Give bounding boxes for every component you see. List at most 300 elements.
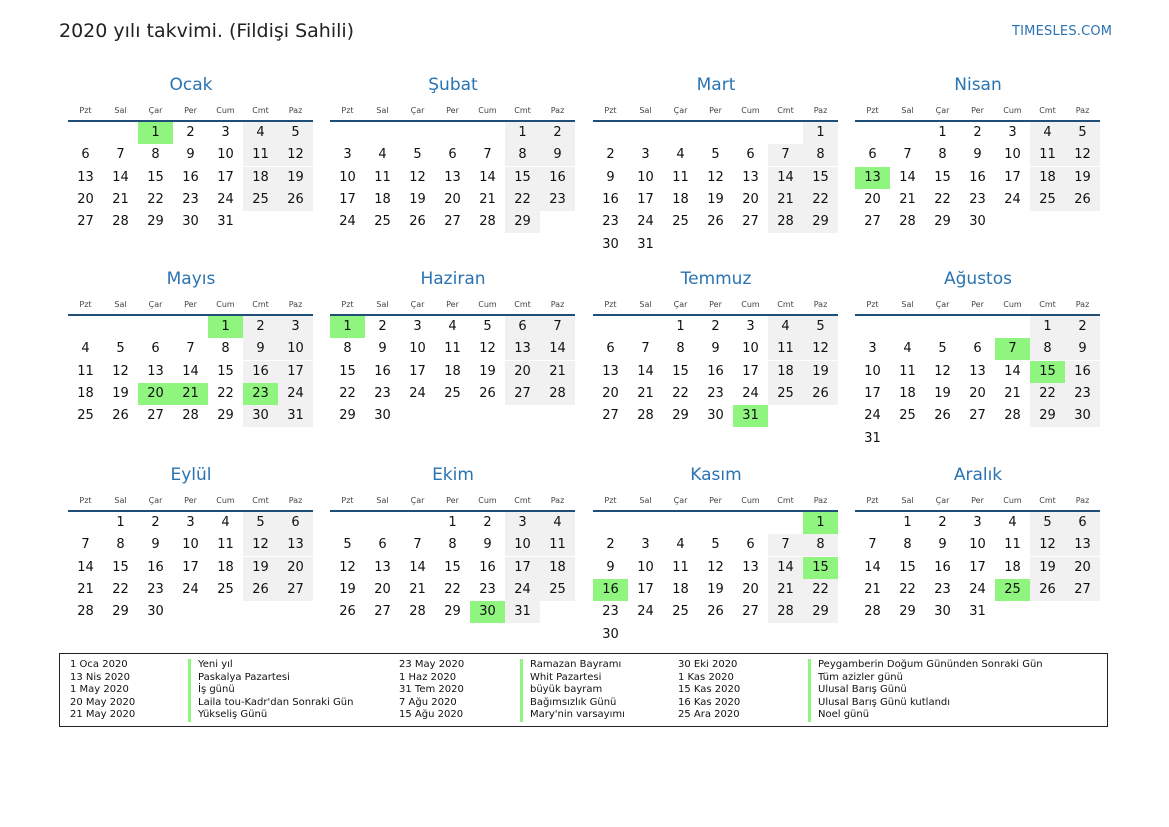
day-cell: 3 (973, 515, 982, 530)
day-cell: 16 (147, 559, 164, 575)
day-cell: 5 (413, 147, 422, 163)
holiday-date: 21 May 2020 (70, 709, 136, 721)
day-cell: 1 (903, 515, 912, 530)
day-cell: 30 (969, 214, 986, 230)
day-cell: 14 (1004, 363, 1021, 379)
weekday-label: Cmt (777, 300, 794, 309)
day-cell: 29 (672, 408, 689, 424)
day-cell: 18 (540, 557, 575, 579)
day-cell: 22 (217, 385, 234, 401)
month-name: Eylül (170, 465, 212, 485)
day-cell: 21 (112, 191, 129, 207)
weekday-label: Pzt (79, 106, 92, 115)
day-cell: 5 (1065, 122, 1100, 144)
weekday-label: Per (971, 496, 984, 505)
weekday-label: Sal (114, 300, 127, 309)
weekday-label: Per (446, 300, 459, 309)
weekday-label: Cum (216, 496, 235, 505)
day-cell: 18 (77, 385, 94, 401)
day-cell: 12 (1065, 144, 1100, 166)
weekday-label: Per (184, 300, 197, 309)
holiday-name: Ulusal Barış Günü (808, 684, 907, 697)
day-cell: 6 (868, 147, 877, 163)
holiday-name: Bağımsızlık Günü (520, 697, 616, 710)
month-name: Mayıs (166, 269, 216, 289)
holiday-name: Yükseliş Günü (188, 709, 267, 722)
weekday-label: Cum (1003, 300, 1022, 309)
day-cell: 18 (672, 581, 689, 597)
day-cell: 7 (116, 147, 125, 163)
day-cell: 22 (803, 579, 838, 601)
day-cell: 22 (803, 189, 838, 211)
day-cell: 10 (339, 169, 356, 185)
month-1 (68, 72, 314, 262)
day-cell: 12 (409, 169, 426, 185)
weekday-label: Cum (478, 496, 497, 505)
holiday-name: Laila tou-Kadr'dan Sonraki Gün (188, 697, 353, 710)
day-cell: 17 (217, 169, 234, 185)
day-cell: 31 (217, 214, 234, 230)
weekday-label: Cmt (514, 106, 531, 115)
day-cell: 8 (116, 537, 125, 553)
day-cell: 31 (637, 236, 654, 252)
weekday-label: Çar (410, 300, 425, 309)
day-cell: 19 (339, 581, 356, 597)
day-cell: 13 (742, 559, 759, 575)
day-cell: 9 (243, 338, 278, 360)
day-cell: 22 (147, 191, 164, 207)
day-cell: 27 (864, 214, 881, 230)
day-cell: 11 (217, 537, 234, 553)
holiday-name: Paskalya Pazartesi (188, 672, 290, 685)
day-cell: 18 (899, 385, 916, 401)
day-cell: 25 (243, 189, 278, 211)
holiday-date: 1 Oca 2020 (70, 659, 128, 670)
weekday-label: Sal (639, 106, 652, 115)
weekday-label: Paz (288, 300, 303, 309)
weekday-label: Cum (1003, 106, 1022, 115)
day-cell: 13 (1065, 534, 1100, 556)
day-cell: 2 (938, 515, 947, 530)
page-title: 2020 yılı takvimi. (Fildişi Sahili) (59, 20, 355, 42)
day-cell: 26 (1030, 579, 1065, 601)
day-cell: 1 (803, 122, 838, 144)
day-cell: 20 (742, 581, 759, 597)
day-cell: 7 (903, 147, 912, 163)
day-cell: 11 (768, 338, 803, 360)
weekday-label: Cmt (777, 106, 794, 115)
day-cell: 26 (803, 383, 838, 405)
weekday-label: Paz (550, 106, 565, 115)
day-cell: 29 (934, 214, 951, 230)
day-cell: 4 (81, 341, 90, 357)
month-6 (330, 266, 576, 456)
month-10 (330, 462, 576, 652)
month-9 (68, 462, 314, 652)
day-cell: 10 (637, 169, 654, 185)
day-cell: 3 (413, 319, 422, 334)
month-name: Mart (696, 75, 736, 95)
day-cell: 24 (278, 383, 313, 405)
day-cell: 22 (672, 385, 689, 401)
holiday-date: 15 Ağu 2020 (399, 709, 464, 721)
day-cell: 11 (899, 363, 916, 379)
day-cell: 15 (112, 559, 129, 575)
weekday-label: Cum (741, 300, 760, 309)
day-cell: 13 (147, 363, 164, 379)
weekday-label: Çar (148, 300, 163, 309)
day-cell: 1 (448, 515, 457, 530)
day-cell: 28 (182, 408, 199, 424)
weekday-label: Cum (1003, 496, 1022, 505)
day-cell: 24 (1004, 191, 1021, 207)
day-cell: 21 (1004, 385, 1021, 401)
weekday-label: Per (971, 300, 984, 309)
day-cell: 6 (606, 341, 615, 357)
day-cell: 9 (186, 147, 195, 163)
day-cell: 17 (637, 581, 654, 597)
day-cell: 8 (938, 147, 947, 163)
day-cell: 18 (444, 363, 461, 379)
day-cell: 2 (378, 319, 387, 334)
day-cell: 26 (1065, 189, 1100, 211)
day-cell: 10 (217, 147, 234, 163)
month-divider (593, 120, 838, 122)
day-cell: 26 (409, 214, 426, 230)
day-cell: 29 (147, 214, 164, 230)
day-cell: 20 (742, 191, 759, 207)
holiday-day-cell: 15 (1030, 361, 1065, 383)
site-link[interactable]: TIMESLES.COM (1012, 24, 1113, 39)
weekday-label: Sal (901, 496, 914, 505)
day-cell: 8 (903, 537, 912, 553)
day-cell: 27 (505, 383, 540, 405)
day-cell: 27 (77, 214, 94, 230)
month-name: Kasım (690, 465, 742, 485)
day-cell: 19 (707, 581, 724, 597)
day-cell: 2 (711, 319, 720, 334)
weekday-label: Pzt (341, 106, 354, 115)
day-cell: 28 (768, 211, 803, 233)
day-cell: 16 (540, 167, 575, 189)
day-cell: 14 (864, 559, 881, 575)
weekday-label: Cmt (514, 496, 531, 505)
day-cell: 4 (1030, 122, 1065, 144)
day-cell: 30 (707, 408, 724, 424)
day-cell: 10 (278, 338, 313, 360)
day-cell: 21 (479, 191, 496, 207)
day-cell: 23 (969, 191, 986, 207)
day-cell: 28 (112, 214, 129, 230)
day-cell: 5 (711, 537, 720, 553)
day-cell: 14 (479, 169, 496, 185)
day-cell: 4 (903, 341, 912, 357)
day-cell: 11 (77, 363, 94, 379)
day-cell: 23 (540, 189, 575, 211)
weekday-label: Cmt (777, 496, 794, 505)
day-cell: 6 (81, 147, 90, 163)
holiday-date: 30 Eki 2020 (678, 659, 738, 670)
day-cell: 10 (864, 363, 881, 379)
day-cell: 20 (444, 191, 461, 207)
day-cell: 7 (81, 537, 90, 553)
weekday-label: Çar (410, 496, 425, 505)
day-cell: 13 (602, 363, 619, 379)
day-cell: 11 (444, 341, 461, 357)
weekday-label: Pzt (866, 496, 879, 505)
weekday-label: Sal (901, 300, 914, 309)
holiday-date: 1 Kas 2020 (678, 671, 734, 683)
day-cell: 7 (641, 341, 650, 357)
day-cell: 29 (112, 604, 129, 620)
weekday-label: Per (971, 106, 984, 115)
holiday-day-cell: 15 (803, 557, 838, 579)
holiday-date: 1 Haz 2020 (399, 671, 457, 683)
month-8 (855, 266, 1101, 456)
day-cell: 20 (602, 385, 619, 401)
month-12 (855, 462, 1101, 652)
day-cell: 30 (602, 626, 619, 642)
day-cell: 14 (540, 338, 575, 360)
day-cell: 27 (742, 214, 759, 230)
day-cell: 18 (768, 361, 803, 383)
day-cell: 3 (641, 537, 650, 553)
day-cell: 29 (217, 408, 234, 424)
holiday-name: Tüm azizler günü (808, 672, 903, 685)
holiday-day-cell: 20 (138, 383, 173, 405)
holiday-name: büyük bayram (520, 684, 602, 697)
day-cell: 5 (343, 537, 352, 553)
day-cell: 19 (278, 167, 313, 189)
day-cell: 6 (448, 147, 457, 163)
day-cell: 12 (278, 144, 313, 166)
day-cell: 20 (505, 361, 540, 383)
day-cell: 24 (864, 408, 881, 424)
day-cell: 17 (505, 557, 540, 579)
day-cell: 24 (505, 579, 540, 601)
day-cell: 4 (676, 537, 685, 553)
month-5 (68, 266, 314, 456)
day-cell: 16 (479, 559, 496, 575)
day-cell: 2 (606, 537, 615, 553)
day-cell: 4 (676, 147, 685, 163)
month-name: Nisan (954, 75, 1002, 95)
day-cell: 8 (1030, 338, 1065, 360)
day-cell: 26 (707, 604, 724, 620)
day-cell: 20 (1065, 557, 1100, 579)
holiday-name: Yeni yıl (188, 659, 233, 672)
day-cell: 7 (483, 147, 492, 163)
weekday-label: Cum (741, 106, 760, 115)
day-cell: 18 (1030, 167, 1065, 189)
day-cell: 16 (182, 169, 199, 185)
day-cell: 25 (217, 581, 234, 597)
day-cell: 10 (182, 537, 199, 553)
day-cell: 28 (77, 604, 94, 620)
day-cell: 6 (746, 537, 755, 553)
holiday-name: Ramazan Bayramı (520, 659, 621, 672)
day-cell: 19 (409, 191, 426, 207)
day-cell: 29 (444, 604, 461, 620)
day-cell: 2 (186, 125, 195, 140)
day-cell: 25 (540, 579, 575, 601)
day-cell: 19 (479, 363, 496, 379)
day-cell: 3 (868, 341, 877, 357)
day-cell: 11 (243, 144, 278, 166)
day-cell: 27 (742, 604, 759, 620)
weekday-label: Paz (1075, 496, 1090, 505)
day-cell: 10 (409, 341, 426, 357)
day-cell: 27 (147, 408, 164, 424)
day-cell: 3 (505, 512, 540, 534)
day-cell: 14 (768, 167, 803, 189)
day-cell: 7 (768, 144, 803, 166)
weekday-label: Pzt (604, 106, 617, 115)
weekday-label: Pzt (341, 300, 354, 309)
holiday-name: Mary'nin varsayımı (520, 709, 625, 722)
holiday-day-cell: 7 (995, 338, 1030, 360)
day-cell: 4 (221, 515, 230, 530)
weekday-label: Per (709, 106, 722, 115)
holiday-date: 23 May 2020 (399, 659, 465, 670)
day-cell: 16 (934, 559, 951, 575)
day-cell: 4 (243, 122, 278, 144)
weekday-label: Pzt (866, 300, 879, 309)
day-cell: 6 (746, 147, 755, 163)
day-cell: 25 (899, 408, 916, 424)
day-cell: 8 (803, 144, 838, 166)
weekday-label: Çar (148, 106, 163, 115)
day-cell: 22 (112, 581, 129, 597)
day-cell: 20 (969, 385, 986, 401)
weekday-label: Per (446, 106, 459, 115)
day-cell: 26 (243, 579, 278, 601)
day-cell: 10 (1004, 147, 1021, 163)
weekday-label: Çar (673, 106, 688, 115)
day-cell: 9 (151, 537, 160, 553)
day-cell: 16 (969, 169, 986, 185)
day-cell: 24 (637, 214, 654, 230)
day-cell: 1 (505, 122, 540, 144)
day-cell: 3 (278, 316, 313, 338)
day-cell: 13 (444, 169, 461, 185)
holiday-date: 1 May 2020 (70, 684, 129, 696)
day-cell: 24 (409, 385, 426, 401)
day-cell: 25 (1030, 189, 1065, 211)
day-cell: 28 (409, 604, 426, 620)
day-cell: 19 (803, 361, 838, 383)
day-cell: 14 (899, 169, 916, 185)
day-cell: 7 (540, 316, 575, 338)
holiday-date: 15 Kas 2020 (678, 684, 741, 696)
day-cell: 12 (803, 338, 838, 360)
day-cell: 9 (1065, 338, 1100, 360)
weekday-label: Pzt (79, 300, 92, 309)
day-cell: 15 (934, 169, 951, 185)
day-cell: 21 (409, 581, 426, 597)
day-cell: 18 (374, 191, 391, 207)
month-name: Aralık (953, 465, 1003, 485)
day-cell: 12 (1030, 534, 1065, 556)
day-cell: 4 (448, 319, 457, 334)
day-cell: 2 (973, 125, 982, 140)
holiday-day-cell: 1 (138, 122, 173, 144)
day-cell: 5 (278, 122, 313, 144)
day-cell: 4 (768, 316, 803, 338)
day-cell: 19 (112, 385, 129, 401)
holiday-day-cell: 23 (243, 383, 278, 405)
day-cell: 29 (803, 211, 838, 233)
holiday-day-cell: 25 (995, 579, 1030, 601)
day-cell: 6 (1065, 512, 1100, 534)
day-cell: 30 (182, 214, 199, 230)
day-cell: 11 (1004, 537, 1021, 553)
weekday-label: Paz (288, 106, 303, 115)
day-cell: 20 (77, 191, 94, 207)
day-cell: 10 (742, 341, 759, 357)
day-cell: 2 (243, 316, 278, 338)
day-cell: 6 (973, 341, 982, 357)
day-cell: 14 (409, 559, 426, 575)
day-cell: 27 (374, 604, 391, 620)
day-cell: 12 (112, 363, 129, 379)
day-cell: 26 (278, 189, 313, 211)
day-cell: 2 (483, 515, 492, 530)
day-cell: 16 (1065, 361, 1100, 383)
day-cell: 27 (602, 408, 619, 424)
day-cell: 19 (243, 557, 278, 579)
weekday-label: Cmt (1039, 106, 1056, 115)
day-cell: 20 (374, 581, 391, 597)
month-divider (593, 510, 838, 512)
day-cell: 12 (243, 534, 278, 556)
day-cell: 28 (479, 214, 496, 230)
day-cell: 5 (243, 512, 278, 534)
day-cell: 3 (343, 147, 352, 163)
day-cell: 3 (641, 147, 650, 163)
day-cell: 23 (147, 581, 164, 597)
day-cell: 17 (409, 363, 426, 379)
day-cell: 26 (934, 408, 951, 424)
day-cell: 1 (1030, 316, 1065, 338)
weekday-label: Sal (376, 106, 389, 115)
day-cell: 21 (637, 385, 654, 401)
day-cell: 30 (243, 405, 278, 427)
day-cell: 17 (742, 363, 759, 379)
day-cell: 23 (707, 385, 724, 401)
weekday-label: Çar (935, 496, 950, 505)
day-cell: 8 (676, 341, 685, 357)
holiday-date: 7 Ağu 2020 (399, 696, 457, 708)
day-cell: 28 (540, 383, 575, 405)
day-cell: 30 (374, 408, 391, 424)
day-cell: 2 (1065, 316, 1100, 338)
day-cell: 28 (899, 214, 916, 230)
weekday-label: Per (184, 106, 197, 115)
month-name: Ağustos (944, 269, 1012, 289)
weekday-label: Pzt (604, 496, 617, 505)
day-cell: 29 (1030, 405, 1065, 427)
day-cell: 29 (505, 211, 540, 233)
day-cell: 30 (1065, 405, 1100, 427)
weekday-label: Pzt (79, 496, 92, 505)
day-cell: 30 (602, 236, 619, 252)
day-cell: 27 (969, 408, 986, 424)
day-cell: 15 (899, 559, 916, 575)
day-cell: 25 (768, 383, 803, 405)
day-cell: 24 (182, 581, 199, 597)
weekday-label: Cmt (252, 106, 269, 115)
